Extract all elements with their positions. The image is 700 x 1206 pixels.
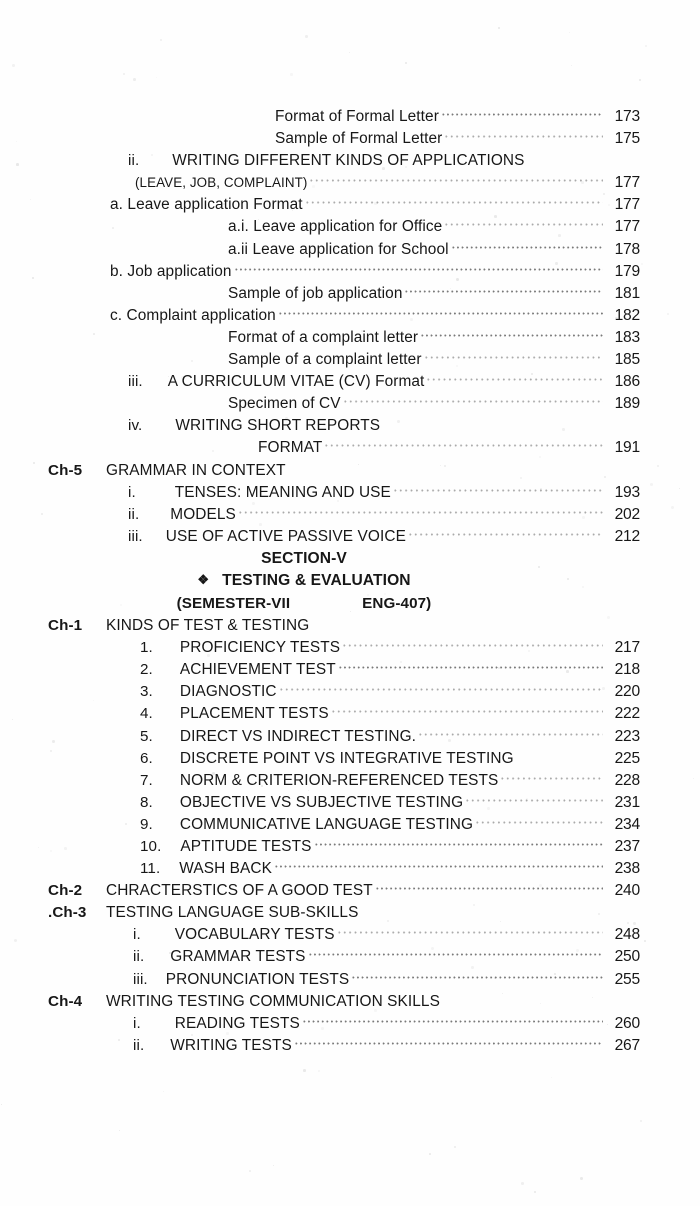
entry-marker: 1. — [140, 639, 153, 657]
page-number[interactable]: 183 — [614, 328, 640, 346]
page-number[interactable]: 225 — [614, 749, 640, 767]
page-number[interactable]: 189 — [614, 395, 640, 413]
entry-marker: iv. — [128, 417, 143, 435]
toc-entry[interactable] — [0, 174, 700, 196]
dot-leader — [442, 110, 603, 119]
page-number[interactable]: 260 — [614, 1014, 640, 1032]
entry-label: A CURRICULUM VITAE (CV) Format — [167, 373, 425, 391]
entry-marker: 5. — [140, 727, 153, 745]
semester-label: (SEMESTER-VII — [176, 594, 291, 612]
dot-leader — [339, 663, 603, 672]
entry-label: PROFICIENCY TESTS — [179, 639, 341, 657]
entry-marker: 3. — [140, 683, 153, 701]
dot-leader — [421, 331, 603, 340]
toc-entry[interactable] — [0, 1037, 700, 1059]
dot-leader — [312, 619, 603, 628]
page-number[interactable]: 237 — [614, 837, 640, 855]
page-number[interactable]: 181 — [614, 284, 640, 302]
entry-marker: 11. — [140, 860, 161, 878]
entry-marker: 6. — [140, 749, 153, 767]
dot-leader — [443, 995, 603, 1004]
dot-leader — [325, 441, 603, 450]
toc-entry[interactable] — [0, 263, 700, 285]
dot-leader — [279, 309, 603, 318]
course-code-label: ENG-407) — [362, 594, 432, 612]
entry-marker: iii. — [133, 970, 148, 988]
toc-entry[interactable] — [0, 218, 700, 240]
page-number[interactable]: 177 — [614, 174, 640, 192]
toc-entry[interactable] — [0, 728, 700, 750]
entry-label: TENSES: MEANING AND USE — [174, 483, 391, 501]
entry-marker: ii. — [133, 1036, 145, 1054]
section-heading-title-text: TESTING & EVALUATION — [222, 572, 411, 590]
entry-marker: ii. — [128, 505, 140, 523]
toc-entry[interactable] — [0, 904, 700, 926]
page-number[interactable]: 175 — [614, 130, 640, 148]
chapter-label: Ch-5 — [48, 461, 83, 479]
entry-label: Format of Formal Letter — [275, 108, 439, 125]
dot-leader — [419, 730, 603, 739]
dot-leader — [303, 1017, 603, 1026]
page-number[interactable]: 177 — [614, 196, 640, 214]
page-number[interactable]: 186 — [614, 373, 640, 391]
entry-label: VOCABULARY TESTS — [174, 926, 335, 944]
toc-entry[interactable] — [0, 528, 700, 550]
dot-leader — [239, 508, 603, 517]
entry-label: WRITING DIFFERENT KINDS OF APPLICATIONS — [172, 152, 525, 170]
dot-leader — [289, 464, 603, 473]
page-number[interactable]: 182 — [614, 306, 640, 324]
page-number[interactable]: 191 — [614, 439, 640, 457]
page-number[interactable]: 234 — [614, 815, 640, 833]
page-number[interactable]: 220 — [614, 683, 640, 701]
entry-label: a.ii Leave application for School — [228, 240, 449, 258]
page-number[interactable]: 255 — [614, 970, 640, 988]
entry-marker: i. — [133, 1014, 141, 1032]
entry-label: GRAMMAR TESTS — [170, 948, 306, 966]
toc-entry[interactable] — [0, 1015, 700, 1037]
dot-leader — [332, 707, 603, 716]
section-heading-course — [0, 595, 700, 617]
toc-entry[interactable] — [0, 285, 700, 307]
toc-entry[interactable] — [0, 750, 700, 772]
page-number[interactable]: 250 — [614, 948, 640, 966]
page-number[interactable]: 212 — [614, 527, 640, 545]
toc-entry[interactable] — [0, 108, 700, 130]
dot-leader — [309, 950, 603, 959]
toc-entry[interactable] — [0, 241, 700, 263]
dot-leader — [517, 752, 603, 761]
toc-entry[interactable] — [0, 417, 700, 439]
toc-entry[interactable] — [0, 307, 700, 329]
page-number[interactable]: 193 — [614, 483, 640, 501]
toc-entry[interactable] — [0, 971, 700, 993]
dot-leader — [310, 176, 603, 185]
toc-entry[interactable] — [0, 484, 700, 506]
entry-label: WASH BACK — [179, 860, 272, 878]
page-number[interactable]: 248 — [614, 926, 640, 944]
toc-entry[interactable] — [0, 196, 700, 218]
toc-entry[interactable] — [0, 838, 700, 860]
toc-entry[interactable] — [0, 816, 700, 838]
entry-label: ACHIEVEMENT TEST — [179, 661, 336, 679]
entry-label: PRONUNCIATION TESTS — [165, 970, 350, 988]
toc-entry[interactable] — [0, 506, 700, 528]
entry-label: OBJECTIVE VS SUBJECTIVE TESTING — [179, 793, 464, 811]
toc-entry[interactable] — [0, 705, 700, 727]
section-heading-title — [0, 572, 700, 594]
dot-leader — [452, 243, 603, 252]
entry-marker: 2. — [140, 661, 153, 679]
entry-label: USE OF ACTIVE PASSIVE VOICE — [165, 527, 406, 545]
toc-entry[interactable] — [0, 882, 700, 904]
diamond-bullet-icon: ❖ — [197, 572, 210, 588]
dot-leader — [352, 973, 603, 982]
entry-marker: iii. — [128, 527, 143, 545]
page-number[interactable]: 231 — [614, 793, 640, 811]
toc-entry[interactable] — [0, 351, 700, 373]
dot-leader — [394, 486, 603, 495]
entry-label: FORMAT — [258, 439, 323, 457]
page-number[interactable]: 218 — [614, 661, 640, 679]
entry-label: KINDS OF TEST & TESTING — [106, 617, 310, 635]
toc-entry[interactable] — [0, 772, 700, 794]
entry-label: DIRECT VS INDIRECT TESTING. — [179, 727, 417, 745]
chapter-label: Ch-2 — [48, 882, 83, 900]
toc-entry[interactable] — [0, 462, 700, 484]
entry-marker: i. — [133, 926, 141, 944]
page-number[interactable]: 202 — [614, 505, 640, 523]
entry-label: MODELS — [170, 505, 236, 523]
table-of-contents-list — [0, 108, 700, 1059]
toc-entry[interactable] — [0, 860, 700, 882]
dot-leader — [383, 419, 603, 428]
dot-leader — [280, 685, 603, 694]
toc-entry[interactable] — [0, 926, 700, 948]
section-heading-number — [0, 550, 700, 572]
entry-label: READING TESTS — [174, 1014, 300, 1032]
toc-entry[interactable] — [0, 152, 700, 174]
toc-entry[interactable] — [0, 617, 700, 639]
entry-label: NORM & CRITERION-REFERENCED TESTS — [179, 771, 499, 789]
entry-marker: iii. — [128, 373, 143, 391]
entry-marker: ii. — [128, 152, 140, 170]
entry-label: WRITING TESTS — [170, 1036, 292, 1054]
entry-label: DISCRETE POINT VS INTEGRATIVE TESTING — [179, 749, 514, 767]
page-number[interactable]: 178 — [614, 240, 640, 258]
entry-label: COMMUNICATIVE LANGUAGE TESTING — [179, 815, 474, 833]
page-number[interactable]: 228 — [614, 771, 640, 789]
entry-marker: 10. — [140, 837, 162, 855]
dot-leader — [466, 796, 603, 805]
entry-marker: 7. — [140, 771, 153, 789]
entry-label: Specimen of CV — [228, 395, 341, 413]
dot-leader — [275, 862, 603, 871]
entry-label: Sample of Formal Letter — [275, 130, 443, 148]
dot-leader — [376, 884, 603, 893]
dot-leader — [361, 906, 603, 915]
chapter-label: Ch-1 — [48, 617, 83, 635]
chapter-label: Ch-4 — [48, 992, 83, 1010]
entry-label: WRITING SHORT REPORTS — [175, 417, 381, 435]
toc-entry[interactable] — [0, 639, 700, 661]
page-number[interactable]: 238 — [614, 860, 640, 878]
dot-leader — [501, 774, 603, 783]
entry-label: DIAGNOSTIC — [179, 683, 277, 701]
toc-entry[interactable] — [0, 130, 700, 152]
page-number[interactable]: 267 — [614, 1036, 640, 1054]
toc-entry[interactable] — [0, 683, 700, 705]
entry-label: CHRACTERSTICS OF A GOOD TEST — [106, 882, 373, 900]
page-number[interactable]: 185 — [614, 351, 640, 369]
dot-leader — [306, 198, 603, 207]
chapter-label: .Ch-3 — [48, 904, 87, 922]
entry-label: Sample of job application — [228, 284, 403, 302]
toc-entry[interactable] — [0, 948, 700, 970]
page-number[interactable]: 217 — [614, 639, 640, 657]
dot-leader — [425, 353, 603, 362]
entry-label: PLACEMENT TESTS — [179, 705, 329, 723]
toc-entry[interactable] — [0, 794, 700, 816]
entry-label: GRAMMAR IN CONTEXT — [106, 461, 286, 479]
page-number[interactable]: 223 — [614, 727, 640, 745]
entry-label: a. Leave application Format — [110, 196, 303, 214]
entry-label: (LEAVE, JOB, COMPLAINT) — [135, 175, 308, 191]
toc-entry[interactable] — [0, 373, 700, 395]
page-number[interactable]: 179 — [614, 262, 640, 280]
page-number[interactable]: 240 — [614, 882, 640, 900]
entry-label: Sample of a complaint letter — [228, 351, 422, 369]
dot-leader — [427, 375, 603, 384]
dot-leader — [344, 397, 603, 406]
entry-marker: ii. — [133, 948, 145, 966]
entry-label: APTITUDE TESTS — [180, 837, 312, 855]
dot-leader — [338, 928, 603, 937]
entry-label: WRITING TESTING COMMUNICATION SKILLS — [106, 992, 440, 1010]
toc-entry[interactable] — [0, 329, 700, 351]
toc-entry[interactable] — [0, 661, 700, 683]
entry-marker: 4. — [140, 705, 153, 723]
section-heading-number-text: SECTION-V — [261, 549, 347, 567]
entry-label: a.i. Leave application for Office — [228, 218, 443, 236]
dot-leader — [528, 154, 604, 163]
entry-marker: 9. — [140, 815, 153, 833]
dot-leader — [445, 132, 603, 141]
dot-leader — [295, 1039, 603, 1048]
dot-leader — [409, 530, 603, 539]
entry-marker: 8. — [140, 793, 153, 811]
toc-entry[interactable] — [0, 439, 700, 461]
entry-label: c. Complaint application — [110, 306, 276, 324]
dot-leader — [315, 840, 603, 849]
toc-entry[interactable] — [0, 395, 700, 417]
entry-marker: i. — [128, 483, 136, 501]
dot-leader — [476, 818, 603, 827]
entry-label: TESTING LANGUAGE SUB-SKILLS — [106, 904, 359, 922]
dot-leader — [343, 641, 603, 650]
dot-leader — [405, 287, 603, 296]
page-number[interactable]: 177 — [614, 218, 640, 236]
dot-leader — [235, 265, 603, 274]
entry-label: b. Job application — [110, 262, 232, 280]
toc-entry[interactable] — [0, 993, 700, 1015]
page-number[interactable]: 173 — [614, 108, 640, 125]
page-number[interactable]: 222 — [614, 705, 640, 723]
entry-label: Format of a complaint letter — [228, 328, 419, 346]
dot-leader — [445, 220, 603, 229]
